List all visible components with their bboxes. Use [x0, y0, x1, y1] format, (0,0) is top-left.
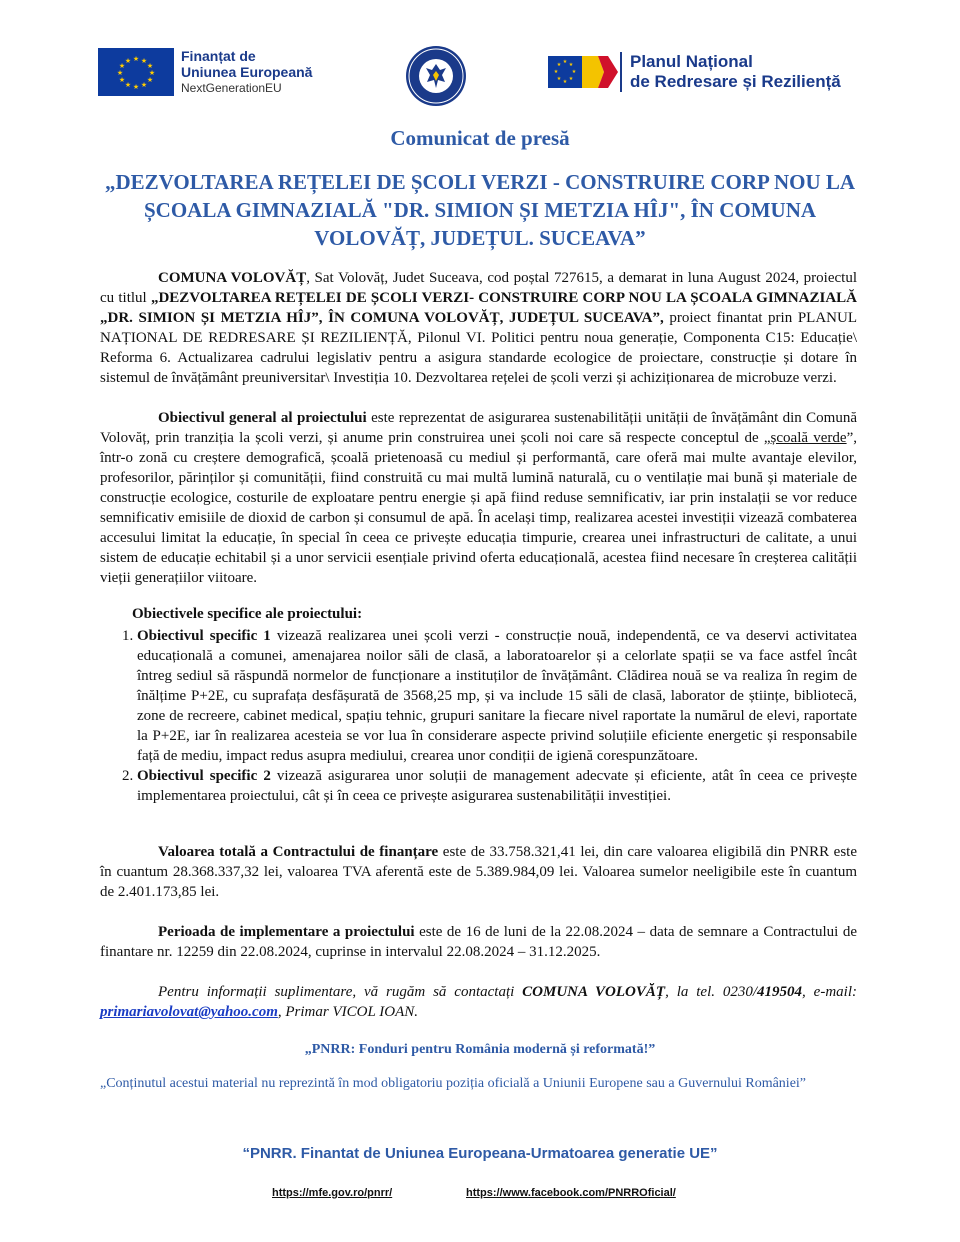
- objective-2-label: Obiectivul specific 2: [137, 768, 271, 784]
- implementation-period-text: este de 16 de luni de la 22.08.2024 – data de semnare a Contractului de finantare nr. 12259 din 22.08.2024, cuprinse in intervalul 22.08.2024 – 31.12.2025.: [100, 924, 857, 960]
- list-item: [137, 766, 857, 806]
- general-objective-text-2: ”, într-o zonă cu creștere demografică, școală prietenoasă cu mediul și performantă, care oferă mai multe avantaje elevilor, profesorilor, părinților și comunității, fiind construită cu mai multă lumină naturală, cu o ventilație mai bună și materiale de construcție ecologice, costurile de exploatare pentru energie și apă fiind reduse semnificativ, iar prin instalații se vor reduce semnificativ emisiile de dioxid de carbon și consumul de apă. În același timp, realizarea acestei investiții vizează combaterea accesului limitat la educație, în special în ceea ce privește educația timpurie, crearea unei infrastructuri de calitate, a unui sistem de educație echitabil și a unor servicii esențiale privind oferta educațională, acestea fiind necesare în creșterea calității vieții generațiilor viitoare.: [100, 430, 858, 586]
- contact-paragraph: [100, 982, 857, 1022]
- svg-text:★: ★: [118, 76, 126, 84]
- footer-slogan: “PNRR. Finantat de Uniunea Europeana-Urmatoarea generatie UE”: [242, 1145, 718, 1162]
- implementation-period-label: Perioada de implementare a proiectului: [158, 924, 415, 940]
- project-title: „DEZVOLTAREA REȚELEI DE ȘCOLI VERZI - CONSTRUIRE CORP NOU LA ȘCOALA GIMNAZIALĂ "DR. SIMION ȘI METZIA HÎJ", ÎN COMUNA VOLOVĂȚ, JUDEȚUL. SUCEAVA”: [104, 170, 856, 250]
- contact-phone-number: 419504: [757, 984, 803, 1000]
- svg-text:★: ★: [562, 79, 568, 85]
- svg-text:★: ★: [562, 59, 568, 65]
- svg-text:★: ★: [124, 81, 132, 89]
- total-value-label: Valoarea totală a Contractului de finanțare: [158, 844, 439, 860]
- intro-paragraph: [100, 268, 857, 388]
- svg-text:★: ★: [146, 76, 154, 84]
- svg-text:★: ★: [148, 69, 156, 77]
- contact-commune: COMUNA VOLOVĂȚ: [522, 984, 666, 1000]
- contact-text-1: Pentru informații suplimentare, vă rugăm să contactați: [158, 984, 523, 1000]
- total-value-paragraph: [100, 842, 857, 902]
- specific-objectives-heading: Obiectivele specifice ale proiectului:: [132, 606, 363, 622]
- general-objective-label: Obiectivul general al proiectului: [158, 410, 367, 426]
- svg-text:★: ★: [556, 62, 562, 68]
- eu-logo-text: [181, 48, 312, 96]
- svg-text:★: ★: [556, 76, 562, 82]
- total-value-text: este de 33.758.321,41 lei, din care valoarea eligibilă din PNRR este în cuantum 28.368.337,32 lei, valoarea TVA aferentă este de 5.389.984,09 lei. Valoarea sumelor neeligibile este în cuantum de 2.401.173,85 lei.: [100, 844, 857, 900]
- svg-text:★: ★: [124, 57, 132, 65]
- implementation-period-paragraph: [100, 922, 857, 962]
- intro-text-1: , Sat Volovăț, Judet Suceava, cod poștal 727615, a demarat in luna August 2024, proiectul cu titlul: [100, 270, 857, 306]
- svg-text:★: ★: [116, 69, 124, 77]
- pnrr-slogan: „PNRR: Fonduri pentru România modernă și reformată!”: [304, 1042, 656, 1057]
- intro-text-2: proiect finantat prin PLANUL NAȚIONAL DE REDRESARE ȘI REZILIENȚĂ, Pilonul VI. Politici pentru noua generație, Componenta C15: Educație\ Reforma 6. Actualizarea cadrului legislativ pentru a asigura standarde ecologice de proiectare, construcție și dotare în sistemul de învățământ preuniversitar\ Investiția 10. Dezvoltarea rețelei de școli verzi și achiziționarea de microbuze verzi.: [100, 310, 857, 386]
- eu-disclaimer: „Conținutul acestui material nu reprezintă în mod obligatoriu poziția oficială a Uniunii Europene sau a Guvernului României”: [100, 1076, 807, 1091]
- eu-logo-line3: NextGenerationEU: [181, 81, 282, 95]
- svg-text:★: ★: [568, 62, 574, 68]
- specific-objectives-list: [100, 626, 857, 806]
- contact-text-2: , la tel. 0230/: [665, 984, 758, 1000]
- svg-text:★: ★: [568, 76, 574, 82]
- pnrr-mark-icon: [548, 52, 624, 92]
- general-objective-text-1: este reprezentat de asigurarea sustenabilității unității de învățământ din Comună Volovăț, prin tranziția la școli verzi, și anume prin construirea unei școli noi care să respecte conceptul de: [100, 410, 857, 446]
- list-item: [137, 626, 857, 766]
- svg-text:★: ★: [146, 62, 154, 70]
- pnrr-logo-line2: de Redresare și Reziliență: [630, 72, 841, 91]
- intro-bold-commune: COMUNA VOLOVĂȚ: [158, 270, 307, 286]
- intro-bold-project-title: „DEZVOLTAREA REȚELEI DE ȘCOLI VERZI- CONSTRUIRE CORP NOU LA ȘCOALA GIMNAZIALĂ „DR. SIMION ȘI METZIA HÎJ”, ÎN COMUNA VOLOVĂȚ, JUDEȚUL SUCEAVA”,: [100, 290, 858, 326]
- contact-email-link[interactable]: primariavolovat@yahoo.com: [100, 1004, 278, 1020]
- romanian-government-seal-icon: [404, 44, 468, 108]
- svg-text:★: ★: [140, 81, 148, 89]
- eu-flag-icon: [98, 48, 174, 96]
- svg-text:★: ★: [553, 69, 559, 75]
- green-school-term: „școală verde: [763, 430, 847, 446]
- svg-text:★: ★: [132, 83, 140, 91]
- objective-1-label: Obiectivul specific 1: [137, 628, 271, 644]
- pnrr-logo: [548, 52, 841, 92]
- contact-text-4: , Primar VICOL IOAN.: [277, 1004, 419, 1020]
- svg-text:★: ★: [140, 57, 148, 65]
- communique-title: Comunicat de presă: [390, 126, 570, 150]
- svg-text:★: ★: [118, 62, 126, 70]
- facebook-pnrr-link[interactable]: https://www.facebook.com/PNRROficial/: [466, 1187, 676, 1199]
- objective-1-text: vizează realizarea unei școli verzi - construcție nouă, independentă, ce va deservi activitatea educațională a comunei, amenajarea noilor săli de clasă, a laboratoarelor și a celorlate spații se va face astfel încât întreg sediul să răspundă normelor de funcționare a instituților de învățământ. Clădirea nouă se va realiza în regim de înălțime P+2E, cu suprafața desfășurată de 3568,25 mp, și va include 15 săli de clasă, laborator de științe, bibliotecă, zone de recreere, cabinet medical, spațiu tehnic, grupuri sanitare la fiecare nivel raportate la numărul de elevi, raportate la P+2E, iar în realizarea acesteia se vor lua în considerare aspecte privind soluțiile eficiente energetic și responsabile față de mediu, impact redus asupra mediului, crearea unor condiții de igienă corespunzătoare.: [137, 628, 858, 764]
- pnrr-logo-line1: Planul Național: [630, 52, 753, 71]
- objective-2-text: vizează asigurarea unor soluții de management adecvate și eficiente, atât în ceea ce privește implementarea proiectului, cât și în ceea ce privește asigurarea sustenabilității investiției.: [137, 768, 857, 804]
- pnrr-logo-text: [630, 52, 841, 92]
- eu-funding-logo: [98, 48, 312, 96]
- svg-text:★: ★: [132, 55, 140, 63]
- eu-logo-line2: Uniunea Europeană: [181, 64, 313, 80]
- eu-logo-line1: Finanțat de: [181, 48, 256, 64]
- mfe-pnrr-link[interactable]: https://mfe.gov.ro/pnrr/: [272, 1187, 393, 1199]
- contact-text-3: , e-mail:: [802, 984, 857, 1000]
- header-logos: [98, 40, 868, 110]
- general-objective-paragraph: [100, 408, 857, 588]
- svg-text:★: ★: [571, 69, 577, 75]
